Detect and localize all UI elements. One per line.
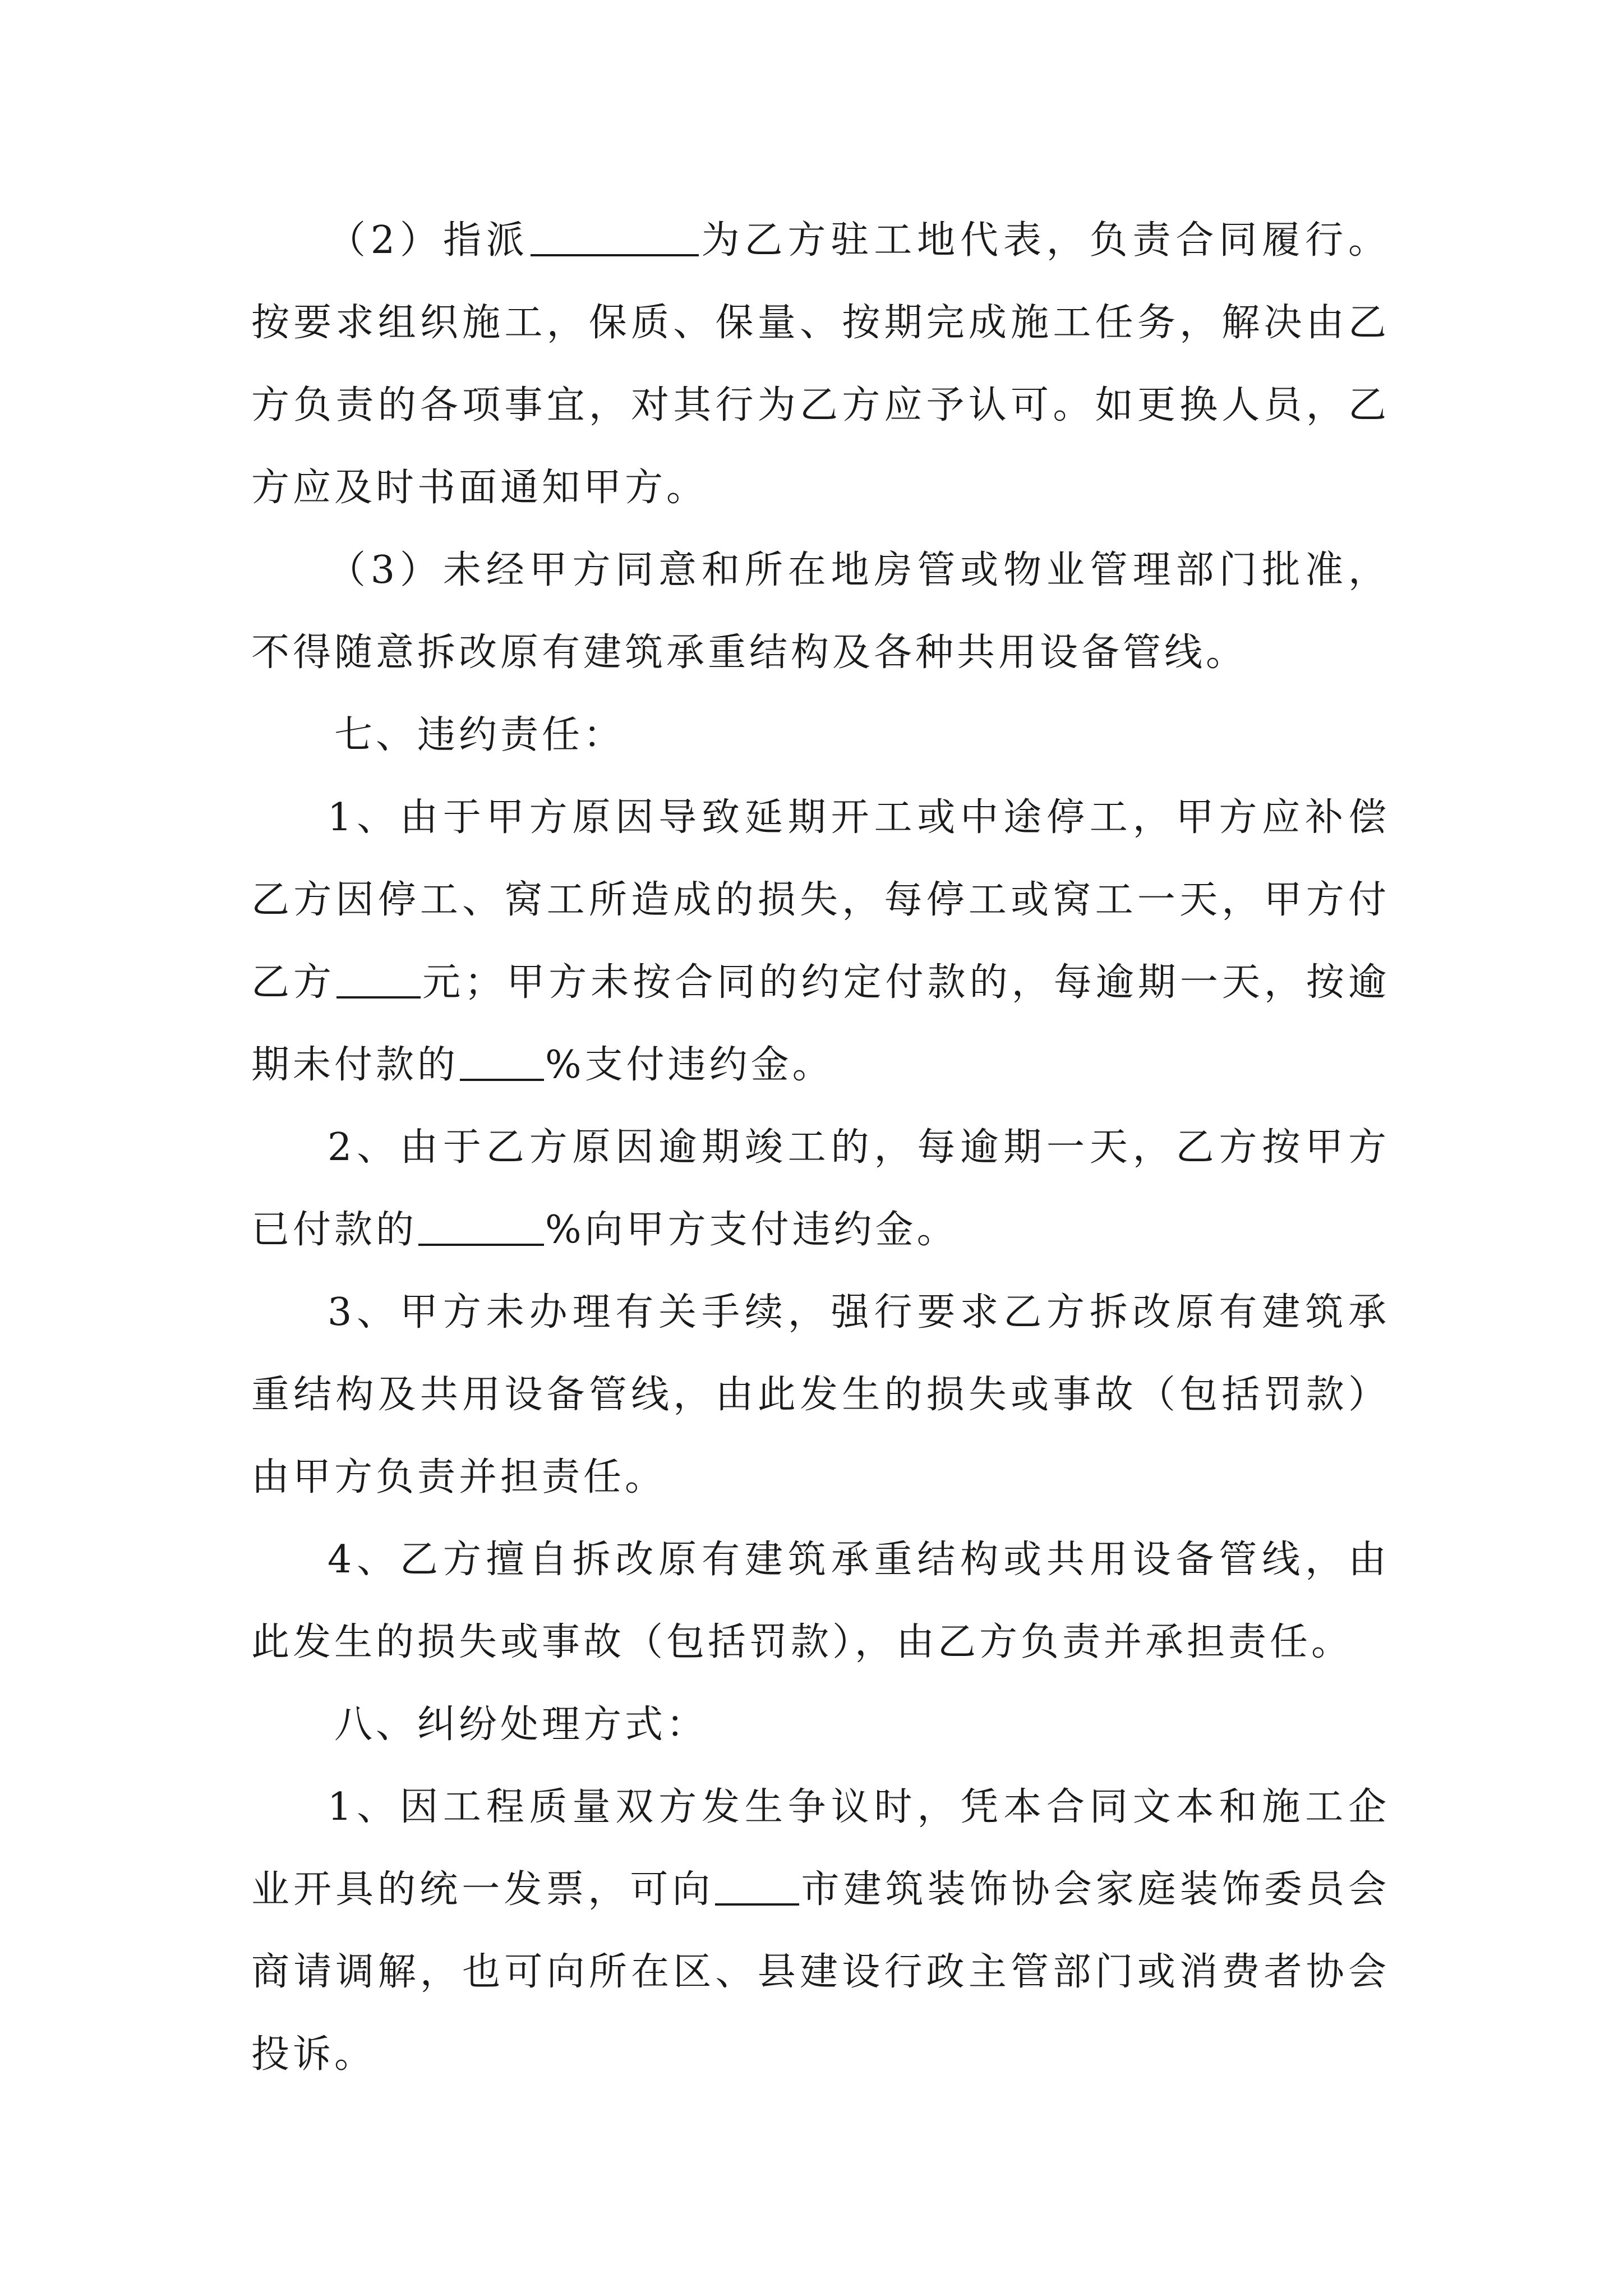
dispute-1-lead: 1、因工程质量双方发生争议时，凭本合同文本和施工企业开具的统一发票，可向 xyxy=(251,1785,1390,1912)
breach-clause-2 xyxy=(251,1106,1390,1271)
breach-2-lead: 2、由于乙方原因逾期竣工的，每逾期一天，乙方按甲方已付款的 xyxy=(251,1125,1390,1252)
late-payment-rate-blank xyxy=(460,1045,544,1081)
city-name-blank xyxy=(715,1870,799,1906)
clause-2-rest: 为乙方驻工地代表，负责合同履行。按要求组织施工，保质、保量、按期完成施工任务，解决由乙方负责的各项事宜，对其行为乙方应予认可。如更换人员，乙方应及时书面通知甲方。 xyxy=(251,218,1390,510)
section-7-heading: 七、违约责任： xyxy=(334,713,625,757)
clause-2-representative xyxy=(251,199,1390,529)
daily-compensation-blank xyxy=(336,963,421,999)
dispute-clause-1 xyxy=(251,1766,1390,2096)
breach-2-end: %向甲方支付违约金。 xyxy=(545,1208,958,1252)
contract-body xyxy=(251,199,1390,2096)
dispute-1-end: 市建筑装饰协会家庭装饰委员会商请调解，也可向所在区、县建设行政主管部门或消费者协会投诉。 xyxy=(251,1867,1390,2077)
delay-penalty-rate-blank xyxy=(418,1210,544,1246)
clause-2-lead: （2）指派 xyxy=(328,218,529,263)
breach-1-middle: 元；甲方未按合同的约定付款的，每逾期一天，按逾期未付款的 xyxy=(251,960,1390,1087)
breach-clause-3: 3、甲方未办理有关手续，强行要求乙方拆改原有建筑承重结构及共用设备管线，由此发生的损失或事故（包括罚款）由甲方负责并担责任。 xyxy=(251,1290,1390,1499)
breach-clause-1 xyxy=(251,776,1390,1106)
breach-1-lead: 1、由于甲方原因导致延期开工或中途停工，甲方应补偿乙方因停工、窝工所造成的损失，每停工或窝工一天，甲方付乙方 xyxy=(251,795,1390,1005)
section-8-heading: 八、纠纷处理方式： xyxy=(334,1703,708,1747)
clause-3-no-alteration: （3）未经甲方同意和所在地房管或物业管理部门批准，不得随意拆改原有建筑承重结构及各种共用设备管线。 xyxy=(251,548,1390,675)
representative-name-blank xyxy=(531,220,699,256)
breach-clause-4: 4、乙方擅自拆改原有建筑承重结构或共用设备管线，由此发生的损失或事故（包括罚款），由乙方负责并承担责任。 xyxy=(251,1538,1390,1664)
breach-1-end: %支付违约金。 xyxy=(545,1043,834,1087)
